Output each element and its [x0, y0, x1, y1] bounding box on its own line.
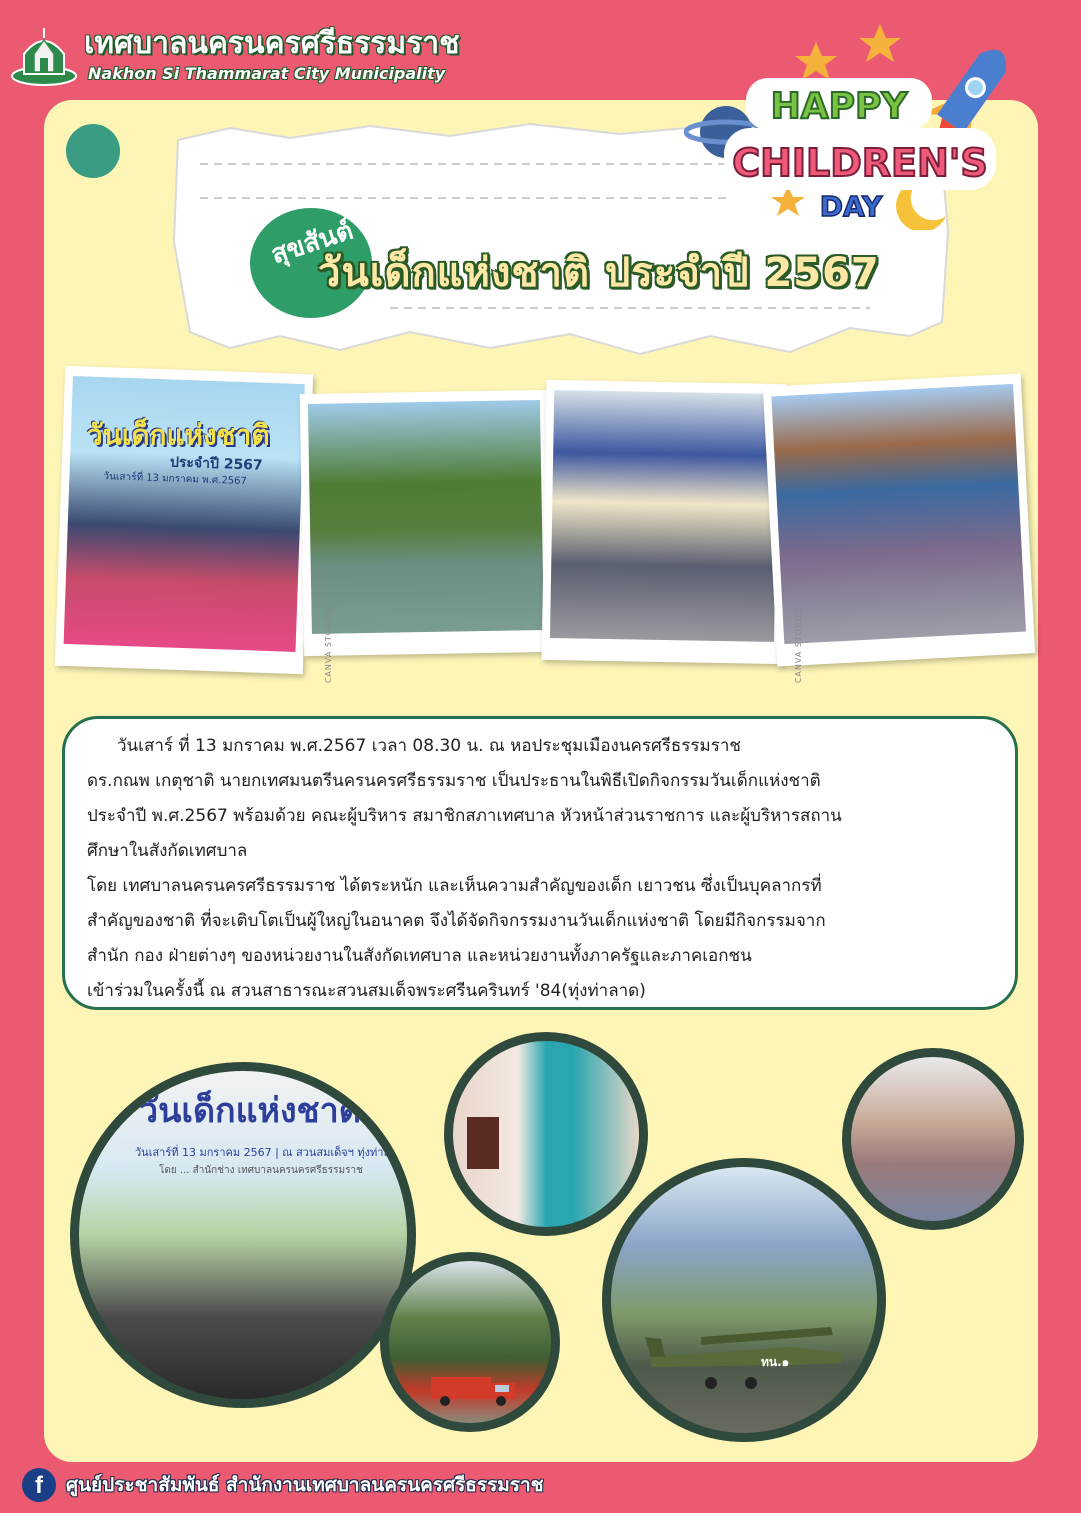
- article-line: วันเสาร์ ที่ 13 มกราคม พ.ศ.2567 เวลา 08.30 น. ณ หอประชุมเมืองนครศรีธรรมราช: [117, 736, 741, 756]
- photo-boat-activity: [300, 390, 553, 656]
- fire-truck-icon: [429, 1369, 519, 1409]
- footer-text: ศูนย์ประชาสัมพันธ์ สำนักงานเทศบาลนครนครศรีธรรมราช: [66, 1474, 544, 1496]
- footer: [20, 1466, 720, 1506]
- article-textbox: [62, 716, 1018, 1010]
- photo-watermark: CANVA STORIES: [324, 605, 334, 684]
- page-title: วันเด็กแห่งชาติ ประจำปี 2567: [318, 250, 880, 296]
- photo-circle-mayor-parrot: [444, 1032, 648, 1236]
- badge-line-3: DAY: [819, 190, 883, 223]
- municipal-seal-icon: [10, 24, 78, 86]
- photo-circle-model-plane: [602, 1158, 886, 1442]
- org-name-english: Nakhon Si Thammarat City Municipality: [88, 64, 446, 83]
- article-line: เข้าร่วมในครั้งนี้ ณ สวนสาธารณะสวนสมเด็จพระศรีนครินทร์ '84(ทุ่งท่าลาด): [87, 981, 646, 1001]
- article-line: ศึกษาในสังกัดเทศบาล: [87, 841, 248, 861]
- article-line: สำคัญของชาติ ที่จะเติบโตเป็นผู้ใหญ่ในอนาคต จึงได้จัดกิจกรรมงานวันเด็กแห่งชาติ โดยมีกิจกรรมจาก: [87, 911, 826, 931]
- star-icon: [771, 186, 805, 216]
- star-icon: [859, 24, 901, 62]
- article-line: ประจำปี พ.ศ.2567 พร้อมด้วย คณะผู้บริหาร สมาชิกสภาเทศบาล หัวหน้าส่วนราชการ และผู้บริหารสถาน: [87, 806, 842, 826]
- header: [10, 18, 530, 90]
- photo-stage-ceremony: [55, 366, 313, 674]
- decorative-dot: [66, 124, 120, 178]
- photo-circle-bicycle-prize: [70, 1062, 416, 1408]
- photo-banner-title: วันเด็กแห่งชาติ: [86, 418, 270, 452]
- article-line: ดร.กณพ เกตุชาติ นายกเทศมนตรีนครนครศรีธรรมราช เป็นประธานในพิธีเปิดกิจกรรมวันเด็กแห่งชาติ: [87, 771, 821, 791]
- childrens-day-badge: [684, 20, 1056, 230]
- photo-group-tent: [542, 380, 787, 664]
- signboard: [467, 1117, 499, 1169]
- plane-marking: ทน.๑: [761, 1355, 790, 1369]
- airplane-icon: [641, 1307, 861, 1397]
- org-name-thai: เทศบาลนครนครศรีธรรมราช: [84, 26, 460, 61]
- badge-line-2: CHILDREN'S: [732, 141, 988, 185]
- photo-watermark: CANVA STORIES: [794, 605, 804, 684]
- badge-line-1: HAPPY: [770, 86, 908, 127]
- photo-circle-children-booth: [842, 1048, 1024, 1230]
- photo-circle-fire-truck: [380, 1252, 560, 1432]
- photo-banner-date: วันเสาร์ที่ 13 มกราคม พ.ศ.2567: [103, 471, 248, 488]
- photo-chair-game: [763, 373, 1035, 666]
- circle-banner-date: วันเสาร์ที่ 13 มกราคม 2567 | ณ สวนสมเด็จฯ ทุ่งท่าลาด: [135, 1146, 404, 1159]
- circle-banner-title: วันเด็กแห่งชาติ: [139, 1091, 361, 1131]
- circle-banner-subtitle: โดย ... สำนักช่าง เทศบาลนครนครศรีธรรมราช: [159, 1165, 363, 1176]
- photo-banner-subtitle: ประจำปี 2567: [169, 454, 263, 474]
- star-icon: [795, 42, 837, 80]
- article-line: สำนัก กอง ฝ่ายต่างๆ ของหน่วยงานในสังกัดเทศบาล และหน่วยงานทั้งภาครัฐและภาคเอกชน: [87, 946, 752, 966]
- facebook-icon[interactable]: f: [22, 1468, 56, 1502]
- article-line: โดย เทศบาลนครนครศรีธรรมราช ได้ตระหนัก และเห็นความสำคัญของเด็ก เยาวชน ซึ่งเป็นบุคลากรที่: [87, 876, 822, 896]
- greeting-text: สุขสันต์: [267, 215, 357, 271]
